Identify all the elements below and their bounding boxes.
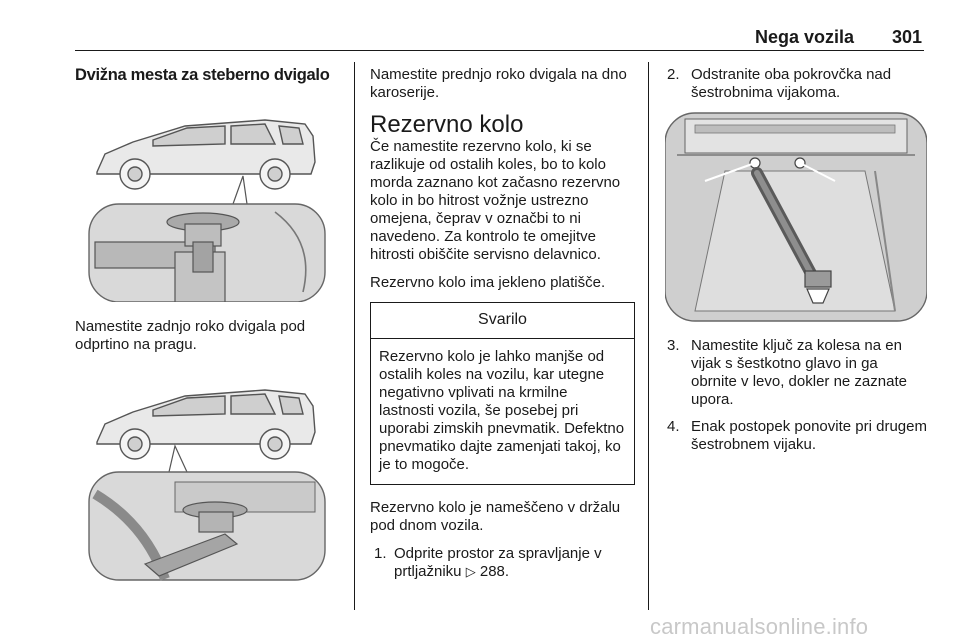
steps-list-col3-continued [665,337,927,454]
page-ref-link[interactable]: 288. [479,563,510,580]
steel-rim-paragraph: Rezervno kolo ima jekleno platišče. [370,274,606,291]
lift-points-heading: Dvižna mesta za steberno dvigalo [75,66,330,84]
step-text: Odprite prostor za spravljanje v prtljažniku [394,545,602,580]
column-divider-2 [648,62,649,610]
column-divider-1 [354,62,355,610]
warning-title: Svarilo [371,303,634,339]
step-number: 4. [667,418,680,435]
warning-body: Rezervno kolo je lahko manjše od ostalih koles na vozilu, kar utegne negativno vplivati na krmilne lastnosti vozila, še posebej pri uporabi zimskih pnevmatik. Defektno pnevmatiko dajte zamenjati takoj, ko je to mogoče. [379,348,625,473]
page-header [75,24,924,51]
car-side-view [97,120,315,189]
step-text: Odstranite oba pokrovčka nad šestrobnima vijakoma. [691,66,892,101]
holder-paragraph: Rezervno kolo je nameščeno v držalu pod dnom vozila. [370,499,621,534]
car-side-view [97,390,315,459]
column-1 [75,66,343,584]
spare-wheel-title: Rezervno kolo [370,111,524,138]
step-item [665,418,927,454]
page-number: 301 [891,27,922,47]
steps-list-col3 [665,66,927,102]
section-title: Nega vozila [754,27,854,47]
step-text: Enak postopek ponovite pri drugem šestrobnem vijaku. [691,418,927,453]
step-text: Namestite ključ za kolesa na en vijak s šestkotno glavo in ga obrnite v levo, dokler ne zaznate upora. [691,337,907,408]
spare-wheel-paragraph: Če namestite rezervno kolo, ki se razlikuje od ostalih koles, bo to kolo morda zaznano kot začasno rezervno kolo in bo hitrost vožnje ustrezno omejena, čeprav v označbi to ni navedeno. Za kontrolo te omejitve hitrosti obiščite servisno delavnico. [370,138,621,263]
step-item [665,66,927,102]
warning-box [370,302,635,485]
step-item [370,545,635,581]
watermark: carmanualsonline.info [650,614,869,639]
caption-rear-arm: Namestite zadnjo roko dvigala pod odprtino na pragu. [75,318,306,353]
step-item [665,337,927,409]
front-arm-instruction: Namestite prednjo roko dvigala na dno karoserije. [370,66,627,101]
step-number: 1. [374,545,387,562]
column-3 [665,66,927,463]
steps-list-col2 [370,545,635,581]
page-ref-icon: ▷ [465,564,476,579]
step-number: 2. [667,66,680,83]
spare-wheel-bolts-illustration [665,111,927,323]
front-lift-point-illustration [75,364,343,584]
column-2 [370,66,635,590]
rear-lift-point-illustration [75,92,343,302]
step-number: 3. [667,337,680,354]
